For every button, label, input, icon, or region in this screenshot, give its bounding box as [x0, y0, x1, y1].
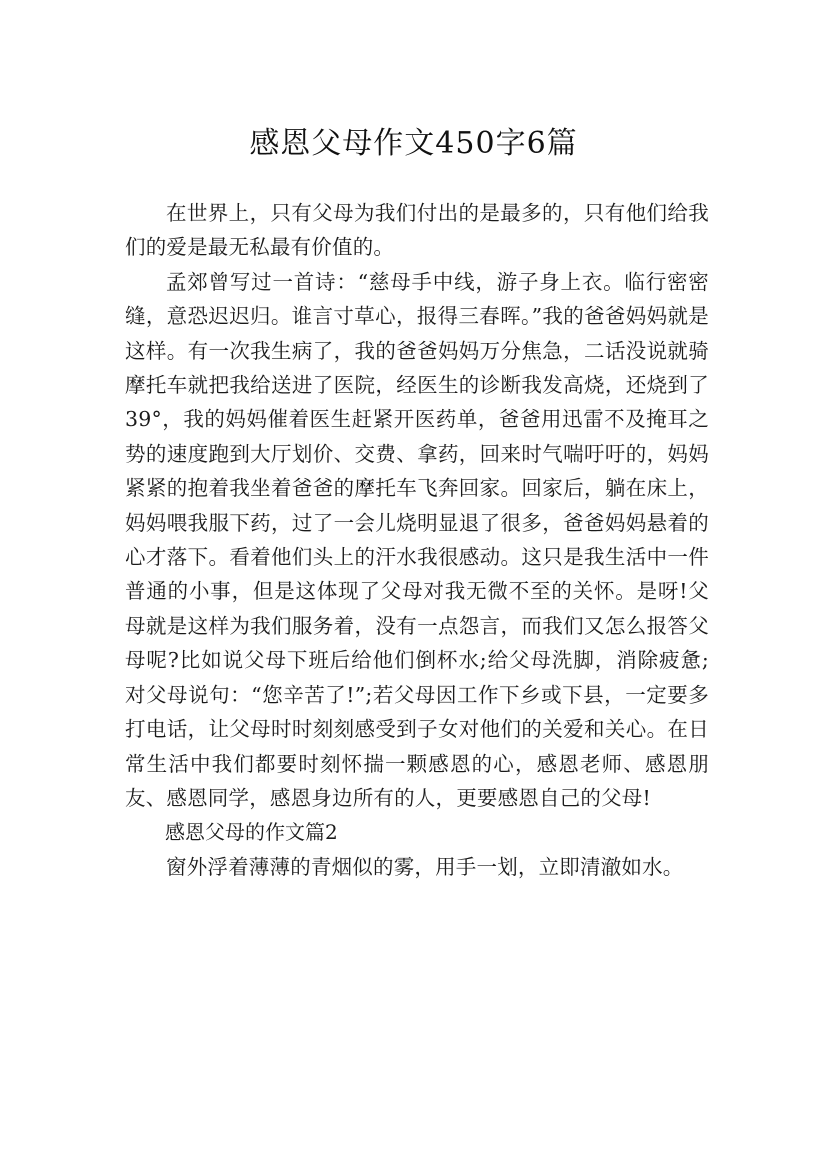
paragraph-main: 孟郊曾写过一首诗：“慈母手中线，游子身上衣。临行密密缝，意恐迟迟归。谁言寸草心，报得三春晖。”我的爸爸妈妈就是这样。有一次我生病了，我的爸爸妈妈万分焦急，二话没说就骑摩托车就把我给送进了医院，经医生的诊断我发高烧，还烧到了39°，我的妈妈催着医生赶紧开医药单，爸爸用迅雷不及掩耳之势的速度跑到大厅划价、交费、拿药，回来时气喘吁吁的，妈妈紧紧的抱着我坐着爸爸的摩托车飞奔回家。回家后，躺在床上，妈妈喂我服下药，过了一会儿烧明显退了很多，爸爸妈妈悬着的心才落下。看着他们头上的汗水我很感动。这只是我生活中一件普通的小事，但是这体现了父母对我无微不至的关怀。是呀!父母就是这样为我们服务着，没有一点怨言，而我们又怎么报答父母呢?比如说父母下班后给他们倒杯水;给父母洗脚，消除疲惫;对父母说句：“您辛苦了!”;若父母因工作下乡或下县，一定要多打电话，让父母时时刻刻感受到子女对他们的关爱和关心。在日常生活中我们都要时刻怀揣一颗感恩的心，感恩老师、感恩朋友、感恩同学，感恩身边所有的人，更要感恩自己的父母! [125, 269, 709, 810]
paragraph-section-2-start: 窗外浮着薄薄的青烟似的雾，用手一划，立即清澈如水。 [166, 854, 684, 879]
document-title: 感恩父母作文450字6篇 [249, 126, 578, 162]
document-body [125, 196, 709, 884]
section-heading: 感恩父母的作文篇2 [165, 820, 338, 845]
paragraph-intro: 在世界上，只有父母为我们付出的是最多的，只有他们给我们的爱是最无私最有价值的。 [125, 201, 709, 260]
